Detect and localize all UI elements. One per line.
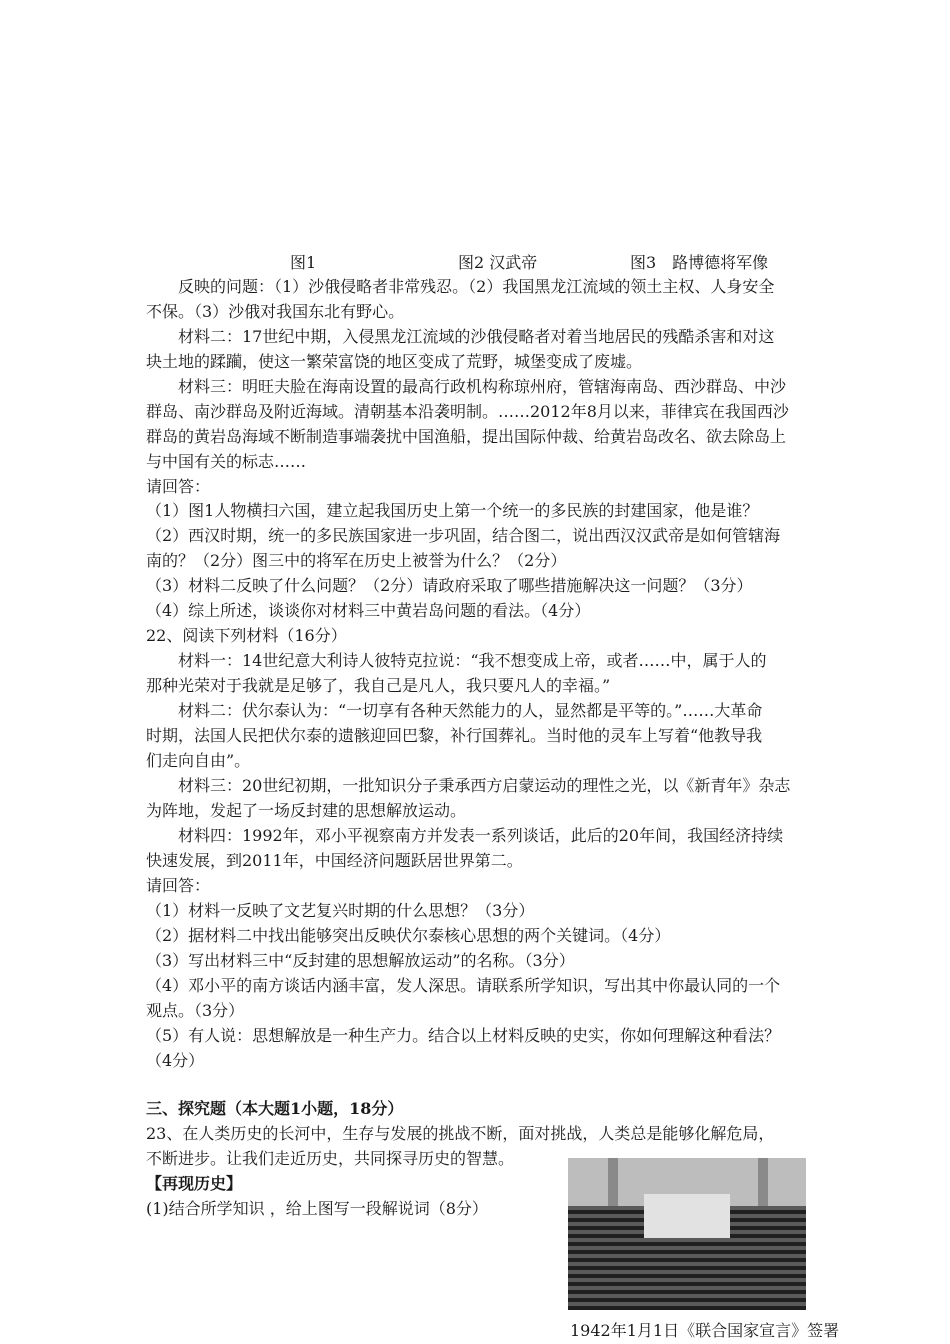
- material-2-line: 材料二：17世纪中期，入侵黑龙江流域的沙俄侵略者对着当地居民的残酷杀害和对这: [178, 327, 775, 346]
- q22-material-4-line: 材料四：1992年，邓小平视察南方并发表一系列谈话，此后的20年间，我国经济持续: [178, 826, 784, 845]
- q22-material-1-line: 材料一：14世纪意大利诗人彼特克拉说：“我不想变成上帝，或者……中，属于人的: [178, 651, 767, 670]
- question-22-title: 22、阅读下列材料（16分）: [146, 626, 347, 645]
- q22-question-line: （1）材料一反映了文艺复兴时期的什么思想？（3分）: [146, 901, 535, 920]
- q22-material-2-line: 们走向自由”。: [146, 751, 251, 770]
- question-line: （2）西汉时期，统一的多民族国家进一步巩固，结合图二，说出西汉汉武帝是如何管辖海: [146, 526, 781, 545]
- question-line: （3）材料二反映了什么问题？（2分）请政府采取了哪些措施解决这一问题？（3分）: [146, 576, 753, 595]
- material-3-line: 群岛的黄岩岛海域不断制造事端袭扰中国渔船，提出国际仲裁、给黄岩岛改名、欲去除岛上: [146, 427, 787, 446]
- question-line: 南的？（2分）图三中的将军在历史上被誉为什么？（2分）: [146, 551, 567, 570]
- material-3-line: 群岛、南沙群岛及附近海域。清朝基本沿袭明制。……2012年8月以来，菲律宾在我国西沙: [146, 402, 789, 421]
- problem-line: 不保。（3）沙俄对我国东北有野心。: [146, 302, 405, 321]
- q22-material-2-line: 时期，法国人民把伏尔泰的遗骸迎回巴黎，补行国葬礼。当时他的灵车上写着“他教导我: [146, 726, 763, 745]
- historical-photo: [568, 1158, 806, 1310]
- q22-question-line: （2）据材料二中找出能够突出反映伏尔泰核心思想的两个关键词。（4分）: [146, 926, 671, 945]
- photo-stage: [644, 1194, 730, 1238]
- q22-material-3-line: 为阵地，发起了一场反封建的思想解放运动。: [146, 801, 467, 820]
- q22-question-line: 观点。（3分）: [146, 1001, 245, 1020]
- q22-question-line: （3）写出材料三中“反封建的思想解放运动”的名称。（3分）: [146, 951, 575, 970]
- q22-question-line: （4分）: [146, 1051, 205, 1070]
- q22-material-4-line: 快速发展，到2011年，中国经济问题跃居世界第二。: [146, 851, 523, 870]
- question-23-line: 不断进步。让我们走近历史，共同探寻历史的智慧。: [146, 1149, 515, 1168]
- material-2-line: 块土地的蹂躏，使这一繁荣富饶的地区变成了荒野，城堡变成了废墟。: [146, 352, 643, 371]
- answer-prompt: 请回答：: [146, 477, 211, 496]
- reproduce-history-heading: 【再现历史】: [146, 1174, 243, 1193]
- section-3-title: 三、探究题（本大题1小题，18分）: [146, 1099, 404, 1118]
- q22-question-line: （4）邓小平的南方谈话内涵丰富，发人深思。请联系所学知识，写出其中你最认同的一个: [146, 976, 781, 995]
- question-line: （1）图1人物横扫六国，建立起我国历史上第一个统一的多民族的封建国家，他是谁？: [146, 501, 759, 520]
- photo-caption: 1942年1月1日《联合国家宣言》签署: [570, 1321, 840, 1340]
- question-line: （4）综上所述，谈谈你对材料三中黄岩岛问题的看法。（4分）: [146, 601, 591, 620]
- figure-1-caption: 图1: [290, 253, 317, 272]
- problem-line: 反映的问题：（1）沙俄侵略者非常残忍。（2）我国黑龙江流域的领土主权、人身安全: [178, 277, 775, 296]
- q22-question-line: （5）有人说：思想解放是一种生产力。结合以上材料反映的史实，你如何理解这种看法？: [146, 1026, 781, 1045]
- figure-2-caption: 图2 汉武帝: [458, 253, 538, 272]
- figure-3-caption: 图3 路博德将军像: [630, 253, 769, 272]
- q22-material-1-line: 那种光荣对于我就是足够了，我自己是凡人，我只要凡人的幸福。”: [146, 676, 611, 695]
- question-23-task: (1)结合所学知识 ，给上图写一段解说词（8分）: [146, 1199, 488, 1218]
- material-3-line: 材料三：明旺夫脸在海南设置的最高行政机构称琼州府，管辖海南岛、西沙群岛、中沙: [178, 377, 787, 396]
- answer-prompt: 请回答：: [146, 876, 211, 895]
- question-23-line: 23、在人类历史的长河中，生存与发展的挑战不断，面对挑战，人类总是能够化解危局，: [146, 1124, 775, 1143]
- q22-material-2-line: 材料二：伏尔泰认为：“一切享有各种天然能力的人，显然都是平等的。”……大革命: [178, 701, 763, 720]
- q22-material-3-line: 材料三：20世纪初期，一批知识分子秉承西方启蒙运动的理性之光，以《新青年》杂志: [178, 776, 791, 795]
- material-3-line: 与中国有关的标志……: [146, 452, 307, 471]
